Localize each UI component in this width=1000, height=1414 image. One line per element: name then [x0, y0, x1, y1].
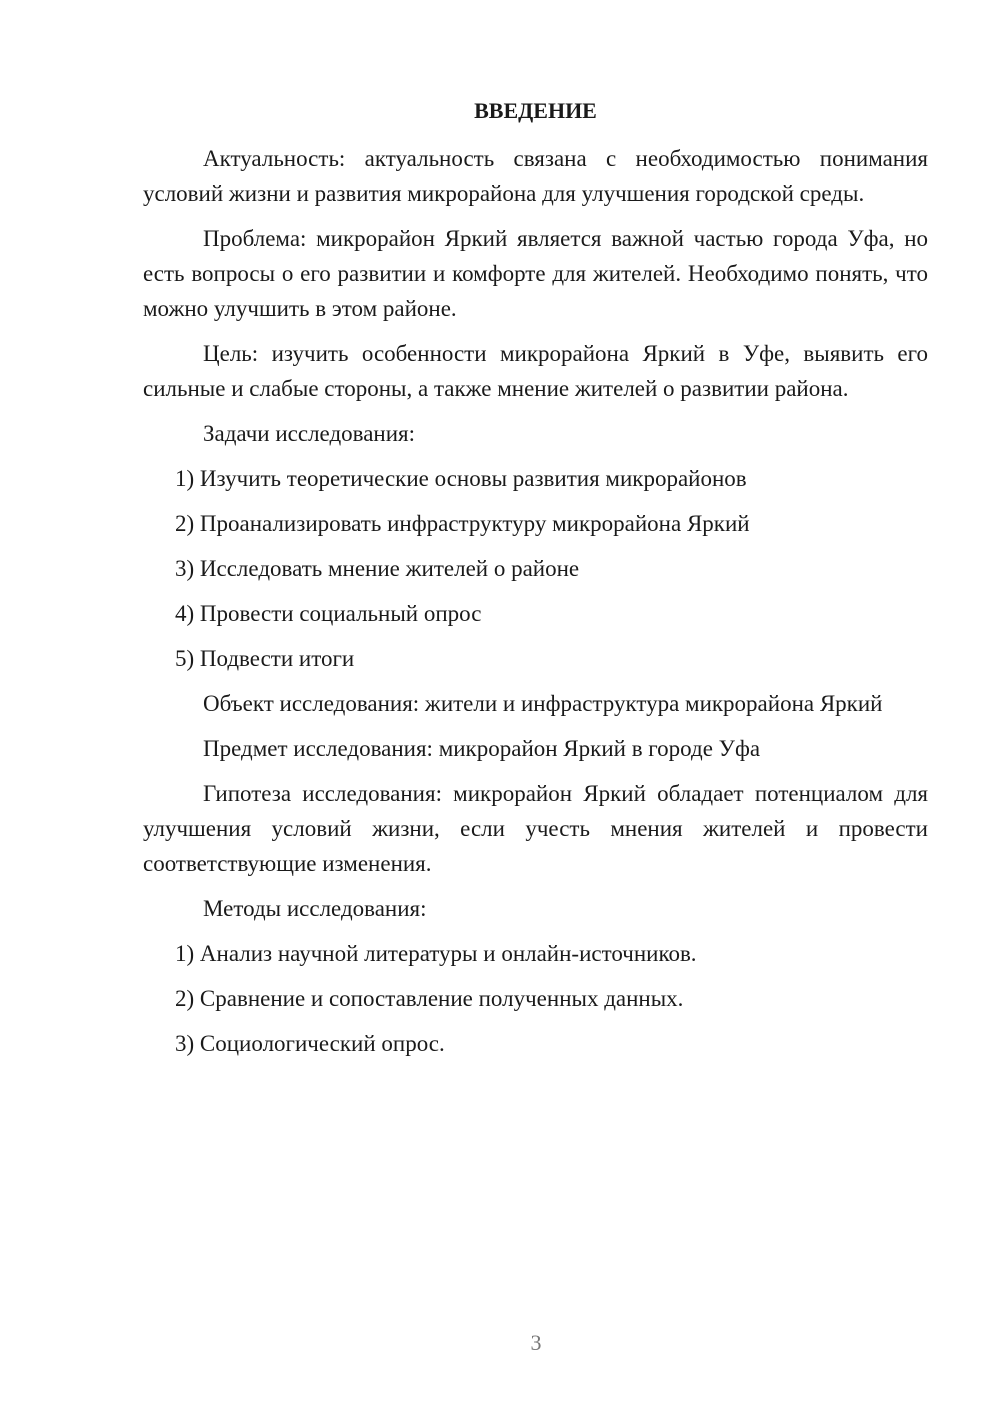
- list-item: 2) Проанализировать инфраструктуру микрорайона Яркий: [175, 511, 750, 536]
- list-item: 3) Социологический опрос.: [175, 1031, 445, 1056]
- list-item: 2) Сравнение и сопоставление полученных данных.: [175, 986, 684, 1011]
- tasks-list: [143, 461, 928, 676]
- list-item: 4) Провести социальный опрос: [175, 601, 482, 626]
- hypothesis-paragraph: Гипотеза исследования: микрорайон Яркий обладает потенциалом для улучшения условий жизни, если учесть мнения жителей и провести соответствующие изменения.: [143, 781, 928, 876]
- list-item: 1) Анализ научной литературы и онлайн-источников.: [175, 941, 697, 966]
- page-title: ВВЕДЕНИЕ: [474, 98, 597, 123]
- tasks-heading: Задачи исследования:: [203, 421, 416, 446]
- object-paragraph: Объект исследования: жители и инфраструктура микрорайона Яркий: [203, 691, 883, 716]
- list-item: 5) Подвести итоги: [175, 646, 355, 671]
- list-item: 3) Исследовать мнение жителей о районе: [175, 556, 580, 581]
- subject-paragraph: Предмет исследования: микрорайон Яркий в городе Уфа: [203, 736, 761, 761]
- page-number: 3: [530, 1330, 542, 1355]
- goal-paragraph: Цель: изучить особенности микрорайона Яркий в Уфе, выявить его сильные и слабые стороны, а также мнение жителей о развитии района.: [143, 341, 928, 401]
- list-item: 1) Изучить теоретические основы развития микрорайонов: [175, 466, 747, 491]
- document-body: [143, 141, 928, 1071]
- methods-heading: Методы исследования:: [203, 896, 427, 921]
- problem-paragraph: Проблема: микрорайон Яркий является важной частью города Уфа, но есть вопросы о его развитии и комфорте для жителей. Необходимо понять, что можно улучшить в этом районе.: [143, 226, 928, 321]
- relevance-paragraph: Актуальность: актуальность связана с необходимостью понимания условий жизни и развития микрорайона для улучшения городской среды.: [143, 146, 928, 206]
- methods-list: [143, 936, 928, 1061]
